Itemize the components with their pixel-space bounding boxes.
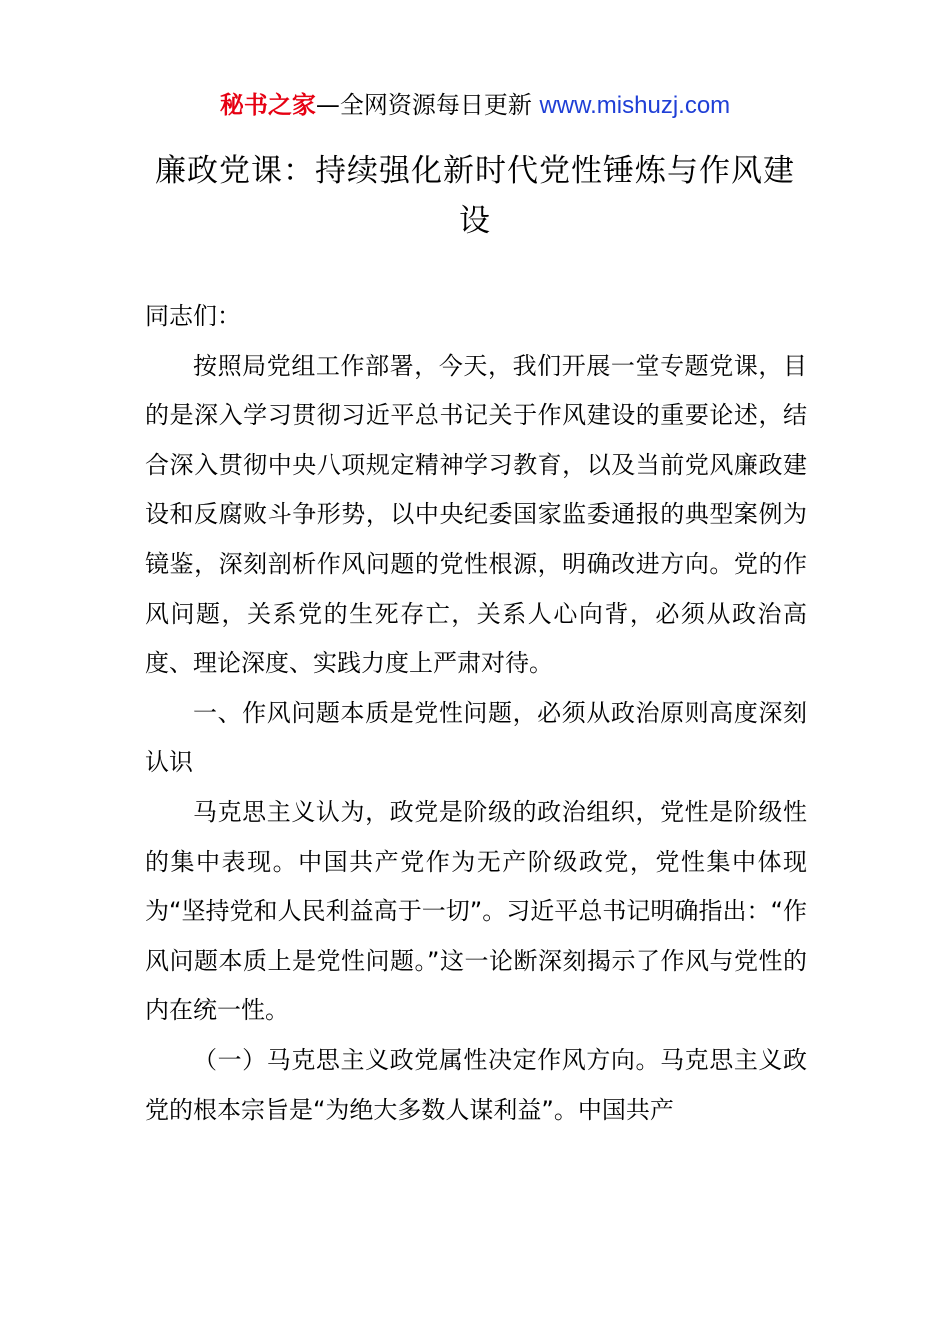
- brand-name: 秘书之家: [219, 91, 316, 119]
- site-url-link[interactable]: www.mishuzj.com: [539, 92, 731, 119]
- salutation: 同志们：: [145, 302, 241, 330]
- site-header: [0, 88, 950, 123]
- document-body: [145, 292, 807, 1135]
- paragraph-intro: 按照局党组工作部署，今天，我们开展一堂专题党课，目的是深入学习贯彻习近平总书记关于作风建设的重要论述，结合深入贯彻中央八项规定精神学习教育，以及当前党风廉政建设和反腐败斗争形势，以中央纪委国家监委通报的典型案例为镜鉴，深刻剖析作风问题的党性根源，明确改进方向。党的作风问题，关系党的生死存亡，关系人心向背，必须从政治高度、理论深度、实践力度上严肃对待。: [145, 351, 807, 678]
- section-heading-1: 一、作风问题本质是党性问题，必须从政治原则高度深刻认识: [145, 698, 807, 777]
- paragraph-subsection-1: （一）马克思主义政党属性决定作风方向。马克思主义政党的根本宗旨是“为绝大多数人谋利益”。中国共产: [145, 1045, 807, 1124]
- header-tagline: —全网资源每日更新: [315, 91, 540, 119]
- document-title: 廉政党课：持续强化新时代党性锤炼与作风建设: [155, 153, 795, 239]
- paragraph-marxism: 马克思主义认为，政党是阶级的政治组织，党性是阶级性的集中表现。中国共产党作为无产阶级政党，党性集中体现为“坚持党和人民利益高于一切”。习近平总书记明确指出：“作风问题本质上是党性问题。”这一论断深刻揭示了作风与党性的内在统一性。: [145, 797, 807, 1025]
